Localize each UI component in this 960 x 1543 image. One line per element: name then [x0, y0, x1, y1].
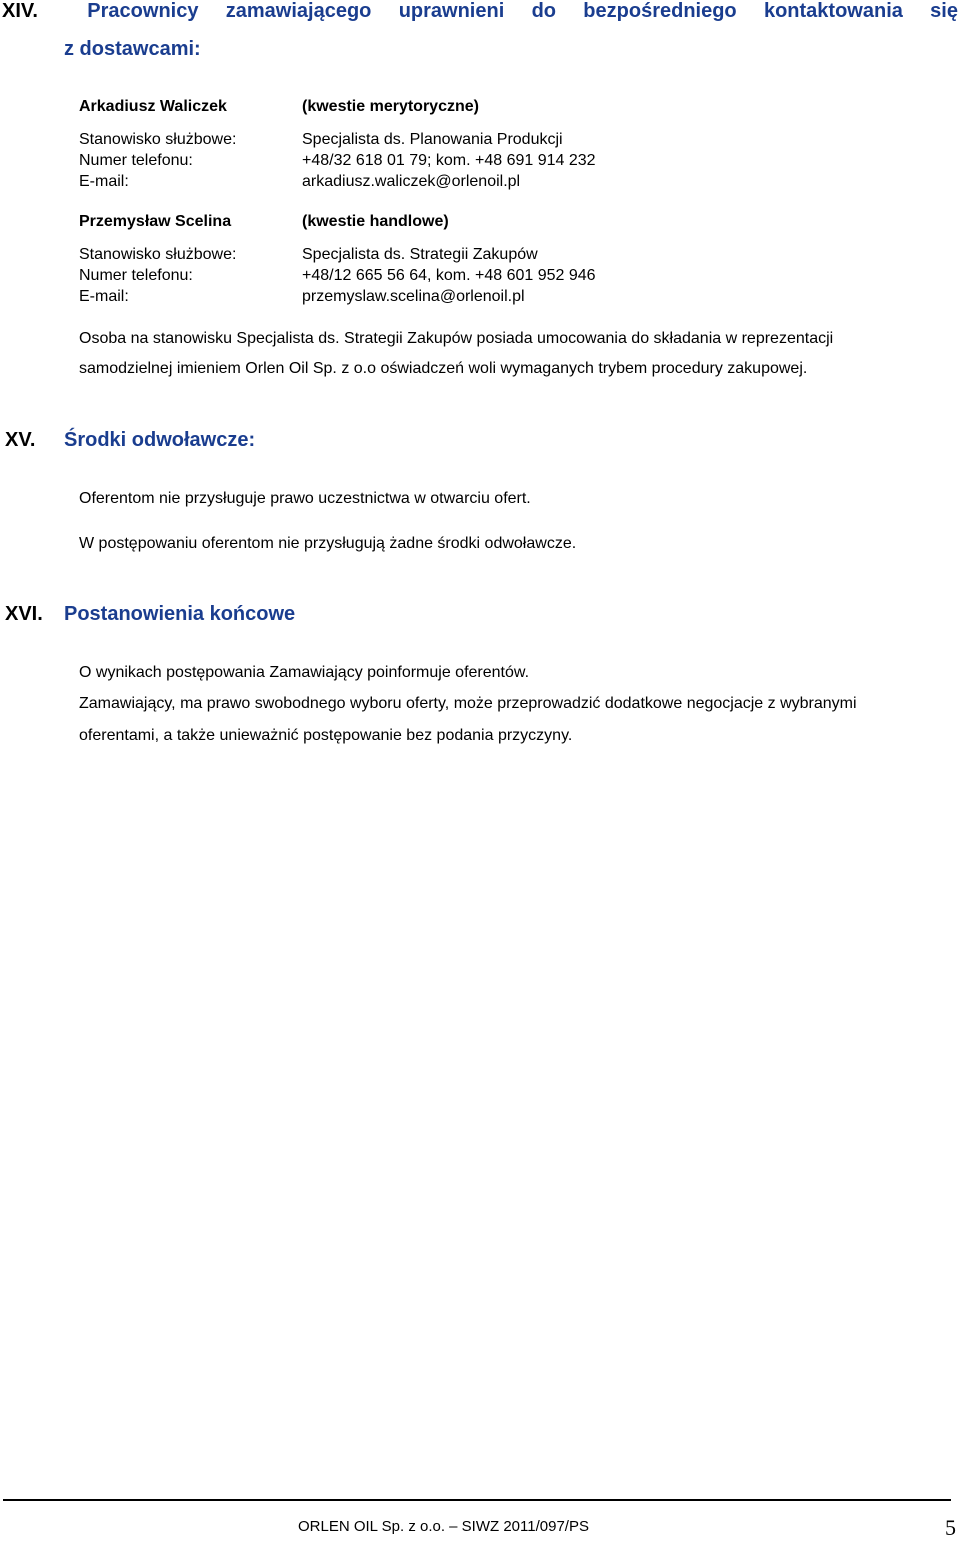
contact2-position-value: Specjalista ds. Strategii Zakupów — [302, 246, 538, 263]
contact1-email-label: E-mail: — [79, 173, 129, 190]
section-15-para1: Oferentom nie przysługuje prawo uczestnictwa w otwarciu ofert. — [79, 490, 531, 507]
contact2-phone-label: Numer telefonu: — [79, 267, 193, 284]
page-number: 5 — [945, 1515, 956, 1540]
heading-word: do — [531, 0, 556, 22]
section-14-heading — [2, 0, 958, 23]
contact2-position-label: Stanowisko służbowe: — [79, 246, 237, 263]
section-16-number: XVI. — [5, 603, 43, 625]
footer-text: ORLEN OIL Sp. z o.o. – SIWZ 2011/097/PS — [298, 1518, 589, 1535]
heading-word: Pracownicy — [87, 0, 199, 22]
contact1-role: (kwestie merytoryczne) — [302, 98, 479, 115]
section-16-para1: O wynikach postępowania Zamawiający poinformuje oferentów. — [79, 664, 530, 681]
heading-word: uprawnieni — [398, 0, 505, 22]
contact2-role: (kwestie handlowe) — [302, 213, 449, 230]
section-15-number: XV. — [5, 429, 36, 451]
heading-word: bezpośredniego — [583, 0, 737, 22]
section-16-para2-line2: oferentami, a także unieważnić postępowanie bez podania przyczyny. — [79, 727, 573, 744]
contact1-email-value: arkadiusz.waliczek@orlenoil.pl — [302, 173, 521, 190]
section-16-title: Postanowienia końcowe — [64, 603, 296, 625]
heading-word: zamawiającego — [225, 0, 372, 22]
section-14-title-line2: z dostawcami: — [64, 38, 201, 60]
contact2-name: Przemysław Scelina — [79, 213, 232, 230]
contact1-name: Arkadiusz Waliczek — [79, 98, 227, 115]
representation-note-line1: Osoba na stanowisku Specjalista ds. Strategii Zakupów posiada umocowania do składania w reprezentacji — [79, 330, 834, 347]
contact2-email-value: przemyslaw.scelina@orlenoil.pl — [302, 288, 525, 305]
footer-rule — [3, 1499, 951, 1501]
heading-word: się — [930, 0, 958, 22]
contact1-phone-label: Numer telefonu: — [79, 152, 193, 169]
representation-note-line2: samodzielnej imieniem Orlen Oil Sp. z o.o oświadczeń woli wymaganych trybem procedury zakupowej. — [79, 360, 808, 377]
contact1-phone-value: +48/32 618 01 79; kom. +48 691 914 232 — [302, 152, 596, 169]
heading-word: kontaktowania — [763, 0, 903, 22]
contact1-position-value: Specjalista ds. Planowania Produkcji — [302, 131, 563, 148]
section-14-number: XIV. — [2, 0, 38, 22]
section-16-para2-line1: Zamawiający, ma prawo swobodnego wyboru oferty, może przeprowadzić dodatkowe negocjacje z wybranymi — [79, 695, 857, 712]
section-15-para2: W postępowaniu oferentom nie przysługują żadne środki odwoławcze. — [79, 535, 577, 552]
contact1-position-label: Stanowisko służbowe: — [79, 131, 237, 148]
section-15-title: Środki odwoławcze: — [64, 429, 256, 451]
contact2-phone-value: +48/12 665 56 64, kom. +48 601 952 946 — [302, 267, 596, 284]
contact2-email-label: E-mail: — [79, 288, 129, 305]
